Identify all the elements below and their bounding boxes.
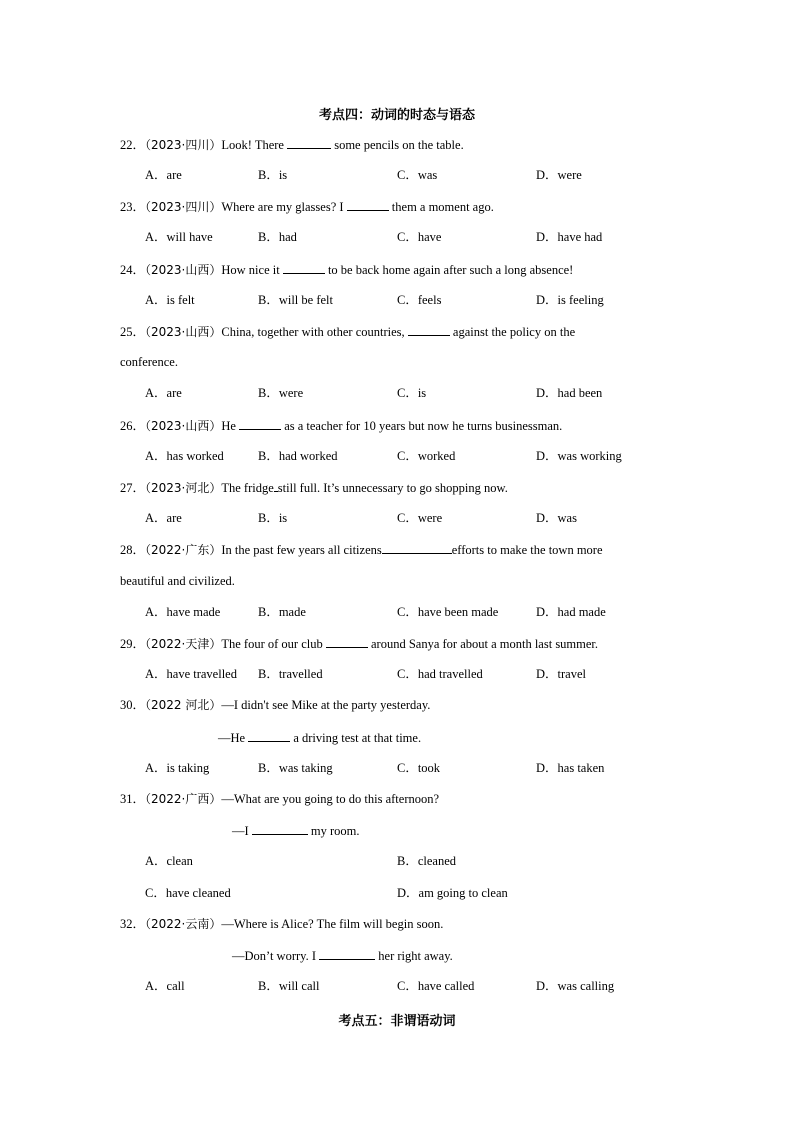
option-b: B．will be felt	[258, 293, 333, 307]
question-number: 25．	[120, 325, 146, 339]
option-b: B．will call	[258, 979, 320, 993]
reply-text: a driving test at that time.	[290, 731, 422, 745]
option-a: A．will have	[145, 230, 213, 244]
option-a: A．call	[145, 979, 185, 993]
question-source: （2022 河北）	[145, 698, 222, 712]
question-stem: Look! There	[221, 138, 288, 152]
question-stem: The four of our club	[221, 637, 326, 651]
question-31	[120, 791, 439, 807]
question-continuation: conference.	[120, 355, 178, 369]
option-d: D．had made	[536, 605, 606, 619]
option-c: C．have	[397, 230, 442, 244]
section-title-5: 考点五：非谓语动词	[338, 1014, 456, 1029]
question-stem: some pencils on the table.	[331, 138, 464, 152]
question-number: 26．	[120, 419, 146, 433]
question-source: （2023·山西）	[145, 325, 222, 339]
question-32	[120, 916, 443, 932]
answer-blank	[408, 323, 450, 336]
question-26	[120, 417, 562, 434]
question-28	[120, 541, 603, 558]
question-source: （2023·四川）	[145, 138, 222, 152]
reply-text: my room.	[307, 824, 360, 838]
answer-blank	[287, 136, 331, 149]
option-c: C．have been made	[397, 605, 499, 619]
question-number: 28．	[120, 543, 146, 557]
question-stem: around Sanya for about a month last summer.	[367, 637, 599, 651]
option-d: D．was working	[536, 449, 622, 463]
option-a: A．are	[145, 511, 182, 525]
option-c: C．feels	[397, 293, 442, 307]
answer-blank	[252, 822, 308, 835]
question-source: （2023·山西）	[145, 263, 222, 277]
option-c: C．had travelled	[397, 667, 483, 681]
question-24	[120, 261, 573, 278]
question-stem: still full. It’s unnecessary to go shopping now.	[277, 481, 508, 495]
question-29	[120, 635, 598, 652]
option-a: A．has worked	[145, 449, 224, 463]
option-c: C．is	[397, 386, 427, 400]
option-d: D．was calling	[536, 979, 615, 993]
option-a: A．is taking	[145, 761, 210, 775]
option-d: D．am going to clean	[397, 886, 508, 900]
answer-blank	[283, 261, 325, 274]
question-stem: to be back home again after such a long absence!	[324, 263, 574, 277]
option-b: B．is	[258, 511, 288, 525]
question-stem: The fridge	[221, 481, 274, 495]
question-source: （2022·广东）	[145, 543, 222, 557]
answer-blank	[326, 635, 368, 648]
question-27	[120, 479, 508, 496]
option-a: A．clean	[145, 854, 193, 868]
option-a: A．is felt	[145, 293, 195, 307]
reply-text: her right away.	[375, 949, 453, 963]
option-d: D．had been	[536, 386, 603, 400]
reply-text: —I	[232, 824, 252, 838]
question-number: 31．	[120, 792, 146, 806]
question-continuation: beautiful and civilized.	[120, 574, 235, 588]
option-a: A．have travelled	[145, 667, 237, 681]
answer-blank	[248, 729, 290, 742]
option-c: C．took	[397, 761, 441, 775]
question-stem: He	[221, 419, 240, 433]
question-number: 23．	[120, 200, 146, 214]
question-22	[120, 136, 464, 153]
question-source: （2022·天津）	[145, 637, 222, 651]
reply-text: —He	[218, 731, 249, 745]
option-c: C．have cleaned	[145, 886, 231, 900]
option-b: B．had	[258, 230, 297, 244]
question-stem: efforts to make the town more	[451, 543, 603, 557]
option-a: A．are	[145, 168, 182, 182]
question-stem: —I didn't see Mike at the party yesterday.	[221, 698, 431, 712]
question-stem: How nice it	[221, 263, 283, 277]
question-25	[120, 323, 575, 340]
option-c: C．worked	[397, 449, 456, 463]
question-source: （2023·山西）	[145, 419, 222, 433]
option-d: D．was	[536, 511, 577, 525]
question-stem: —What are you going to do this afternoon?	[221, 792, 440, 806]
option-d: D．is feeling	[536, 293, 604, 307]
question-number: 24．	[120, 263, 146, 277]
question-reply	[218, 729, 421, 746]
question-number: 32．	[120, 917, 146, 931]
question-stem: against the policy on the	[449, 325, 576, 339]
option-c: C．were	[397, 511, 443, 525]
question-number: 29．	[120, 637, 146, 651]
question-number: 27．	[120, 481, 146, 495]
option-b: B．were	[258, 386, 304, 400]
option-a: A．have made	[145, 605, 221, 619]
reply-text: —Don’t worry. I	[232, 949, 320, 963]
option-c: C．was	[397, 168, 438, 182]
option-d: D．have had	[536, 230, 603, 244]
option-c: C．have called	[397, 979, 475, 993]
option-b: B．had worked	[258, 449, 338, 463]
question-stem: In the past few years all citizens	[221, 543, 382, 557]
answer-blank	[239, 417, 281, 430]
option-b: B．travelled	[258, 667, 323, 681]
question-source: （2023·四川）	[145, 200, 222, 214]
question-reply	[232, 822, 360, 839]
question-stem: —Where is Alice? The film will begin soon.	[221, 917, 444, 931]
question-reply	[232, 947, 453, 964]
question-number: 22．	[120, 138, 146, 152]
section-title-4: 考点四：动词的时态与语态	[318, 108, 475, 123]
question-source: （2023·河北）	[145, 481, 222, 495]
option-b: B．was taking	[258, 761, 333, 775]
answer-blank	[319, 947, 375, 960]
question-source: （2022·广西）	[145, 792, 222, 806]
option-b: B．cleaned	[397, 854, 457, 868]
question-23	[120, 198, 494, 215]
question-stem: them a moment ago.	[388, 200, 494, 214]
option-b: B．made	[258, 605, 306, 619]
question-stem: as a teacher for 10 years but now he turns businessman.	[281, 419, 563, 433]
option-d: D．has taken	[536, 761, 605, 775]
question-stem: China, together with other countries,	[221, 325, 408, 339]
option-b: B．is	[258, 168, 288, 182]
answer-blank	[347, 198, 389, 211]
option-a: A．are	[145, 386, 182, 400]
question-number: 30．	[120, 698, 146, 712]
question-30	[120, 697, 430, 713]
option-d: D．travel	[536, 667, 586, 681]
answer-blank	[382, 541, 452, 554]
option-d: D．were	[536, 168, 582, 182]
question-source: （2022·云南）	[145, 917, 222, 931]
question-stem: Where are my glasses? I	[221, 200, 347, 214]
